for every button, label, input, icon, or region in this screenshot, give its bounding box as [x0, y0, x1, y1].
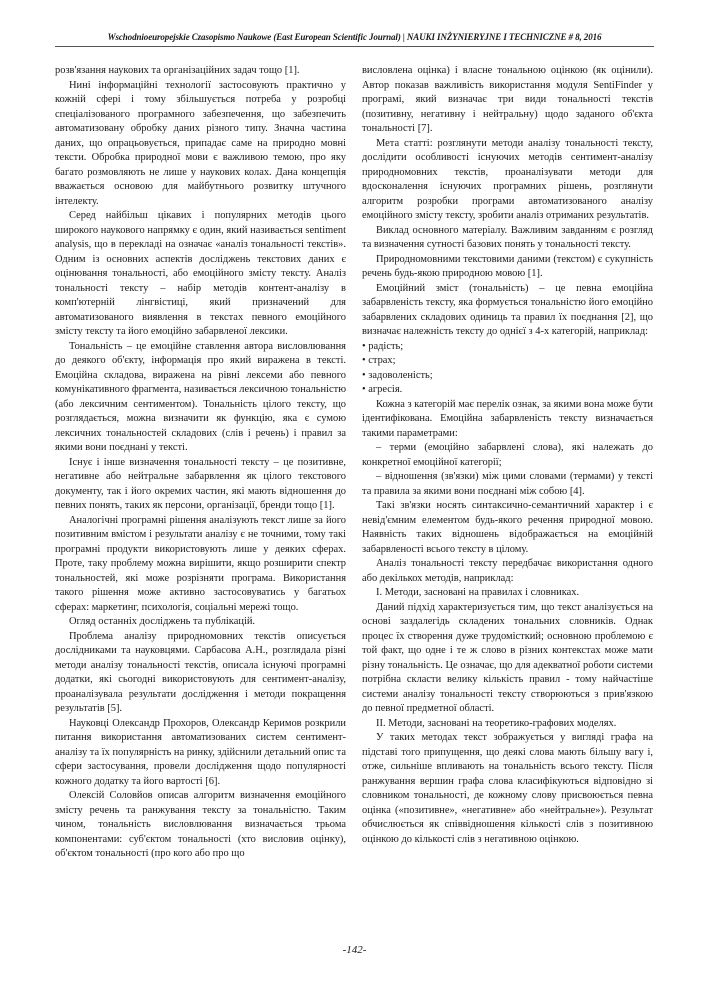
- paragraph: Такі зв'язки носять синтаксично-семантичний характер і є невід'ємним елементом будь-якого речення природної мовою. Наявність таких відношень відображається на емоційній забарвленості всього тексту в цілому.: [362, 500, 653, 555]
- paragraph: Тональність – це емоційне ставлення автора висловлювання до деякого об'єкту, інформація про який виражена в тексті. Емоційна складова, виражена на рівні лексеми або певного комунікативного фрагмента, називається лексичною тональністю (або лексичним сентиментом). Тональність цілого тексту, що розглядається, можна визначити як функцію, яка є сумою лексичних тональностей складових (слів і речень) і правил за якими вони поєднані у тексті.: [55, 340, 346, 453]
- paragraph: Проблема аналізу природномовних текстів описується дослідниками та науковцями. Сарбасова А.Н., розглядала різні методи аналізу тональності текстів, описала існуючі програмні додатки, які сьогодні використовують для сентимент-аналізу, проаналізувала результати дослідження і методи покращення результатів [5].: [55, 630, 346, 714]
- paragraph: висловлена оцінка) і власне тональною оцінкою (як оцінили). Автор показав важливість використання модуля SentiFinder у програмі, який визначає три види тональності текстів (позитивну, негативну і нейтральну) щодо заданого об'єкта тональності [7].: [362, 65, 653, 134]
- paragraph: Серед найбільш цікавих і популярних методів цього широкого наукового напрямку є один, який називається sentiment analysis, що в перекладі на означає «аналіз тональності текстів». Одним із основних аспектів досліджень текстових даних є оцінювання тональності, або емоційного змісту тексту. Аналіз тональності тексту – набір методів контент-аналізу в комп'ютерній лінгвістиці, який призначений для автоматизованого виявлення в текстах певного емоційного змісту тексту та його емоційно забарвленої лексики.: [55, 210, 346, 337]
- paragraph: У таких методах текст зображується у вигляді графа на підставі того припущення, що деякі слова мають більшу вагу і, отже, сильніше впливають на тональність всього тексту. Після ранжування вершин графа слова класифікуються відповідно зі словником тональності, де кожному слову присвоюється певна оцінка («позитивне», «негативне» або «нейтральне»). Результат обчислюється як співвідношення кількості слів з позитивною оцінкою до кількості слів з негативною оцінкою.: [362, 732, 653, 845]
- paragraph: Аналіз тональності тексту передбачає використання одного або декількох методів, наприклад:: [362, 558, 653, 584]
- paragraph: • задоволеність;: [362, 369, 433, 381]
- paragraph: Існує і інше визначення тональності тексту – це позитивне, негативне або нейтральне забарвлення як цілого текстового документу, так і його окремих частин, які мають відношення до певних понять, таких як персони, організації, бренди тощо [1].: [55, 456, 346, 511]
- paragraph: I. Методи, засновані на правилах і словниках.: [376, 587, 580, 598]
- paragraph: • радість;: [362, 340, 404, 352]
- paragraph: Кожна з категорій має перелік ознак, за якими вона може бути ідентифікована. Емоційна забарвленість тексту визначається такими параметрами:: [362, 398, 653, 439]
- paragraph: II. Методи, засновані на теоретико-графових моделях.: [376, 717, 617, 729]
- paragraph: Олексій Соловйов описав алгоритм визначення емоційного змісту речень та ранжування тексту за тональністю. Таким чином, тональність висловлювання визначається трьома компонентами: суб'єктом тональності (хто висловив оцінку), об'єктом тональності (про кого або про що: [55, 790, 346, 859]
- paragraph: • страх;: [362, 355, 396, 366]
- paragraph: розв'язання наукових та організаційних задач тощо [1].: [55, 65, 300, 76]
- right-column: [362, 64, 653, 847]
- paragraph: Виклад основного матеріалу. Важливим завданням є розгляд та визначення сутності базових понять у тональності тексту.: [362, 224, 653, 250]
- running-header: Wschodnioeuropejskie Czasopismo Naukowe (East European Scientific Journal) | NAUKI INŻYNIERYJNE I TECHNICZNE # 8, 2016: [55, 28, 654, 47]
- paragraph: Мета статті: розглянути методи аналізу тональності тексту, дослідити особливості існуючих методів сентимент-аналізу природномовних текстів, проаналізувати методи для вдосконалення існуючих програмних рішень, розглянути алгоритм розробки програми автоматизованого аналізу емоційного змісту тексту, зробити аналіз отриманих результатів.: [362, 137, 653, 221]
- paragraph: Даний підхід характеризується тим, що текст аналізується на основі заздалегідь складених тональних словників. Однак процес їх створення дуже трудомісткий; основною проблемою є той факт, що одне і те ж слово в різних контекстах може мати різну тональність. Це означає, що для адекватної роботи системи потрібна скласти велику кількість правил - тому найчастіше системи аналізу тональності тексту створюються з прив'язкою до певної предметної області.: [362, 601, 653, 714]
- paragraph: – відношення (зв'язки) між цими словами (термами) у тексті та правила за якими вони поєднані між собою [4].: [362, 471, 653, 497]
- left-column: [55, 64, 346, 862]
- paragraph: Огляд останніх досліджень та публікацій.: [69, 616, 256, 627]
- paragraph: Науковці Олександр Прохоров, Олександр Керимов розкрили питання використання автоматизованих систем сентимент-аналізу та їх популярність на ринку, здійснили детальний опис та сфери застосування, провели дослідження щодо популярності кожного додатку та його вартості [6].: [55, 717, 346, 787]
- paragraph: Емоційний зміст (тональність) – це певна емоційна забарвленість тексту, яка формується тональністю його емоційно забарвлених складових одиниць та правил їх поєднання [2], що визначає належність тексту до однієї з 4-х категорій, наприклад:: [362, 282, 653, 337]
- paragraph: Природномовними текстовими даними (текстом) є сукупність речень будь-якою природною мовою [1].: [362, 253, 653, 279]
- paragraph: – терми (емоційно забарвлені слова), які належать до конкретної емоційної категорії;: [362, 442, 653, 468]
- page-number: -142-: [342, 944, 367, 956]
- paragraph: Аналогічні програмні рішення аналізують текст лише за його позитивним вмістом і результати аналізу є не точними, тому такі програмні продукти використовують лише у деяких сферах. Проте, таку проблему можна вирішити, якщо розширити спектр тональностей, які може розрізняти програма. Використання такого рішення може активно застосовуватись у багатьох сферах: маркетинг, психологія, соціальні мережі тощо.: [55, 514, 346, 613]
- paragraph: Нині інформаційні технології застосовують практично у кожній сфері і тому збільшується потреба у розробці спеціалізованого програмного забезпечення, що забезпечить автоматизовану обробку даних різного типу. Значна частина даних, що опрацьовується, припадає саме на природно мовні тексти. Обробка природної мови є важливою темою, про яку багато розмовляють не лише у наукових колах. Дана концепція вважається основою для майбутнього розвитку штучного інтелекту.: [55, 79, 346, 207]
- paragraph: • агресія.: [362, 384, 403, 395]
